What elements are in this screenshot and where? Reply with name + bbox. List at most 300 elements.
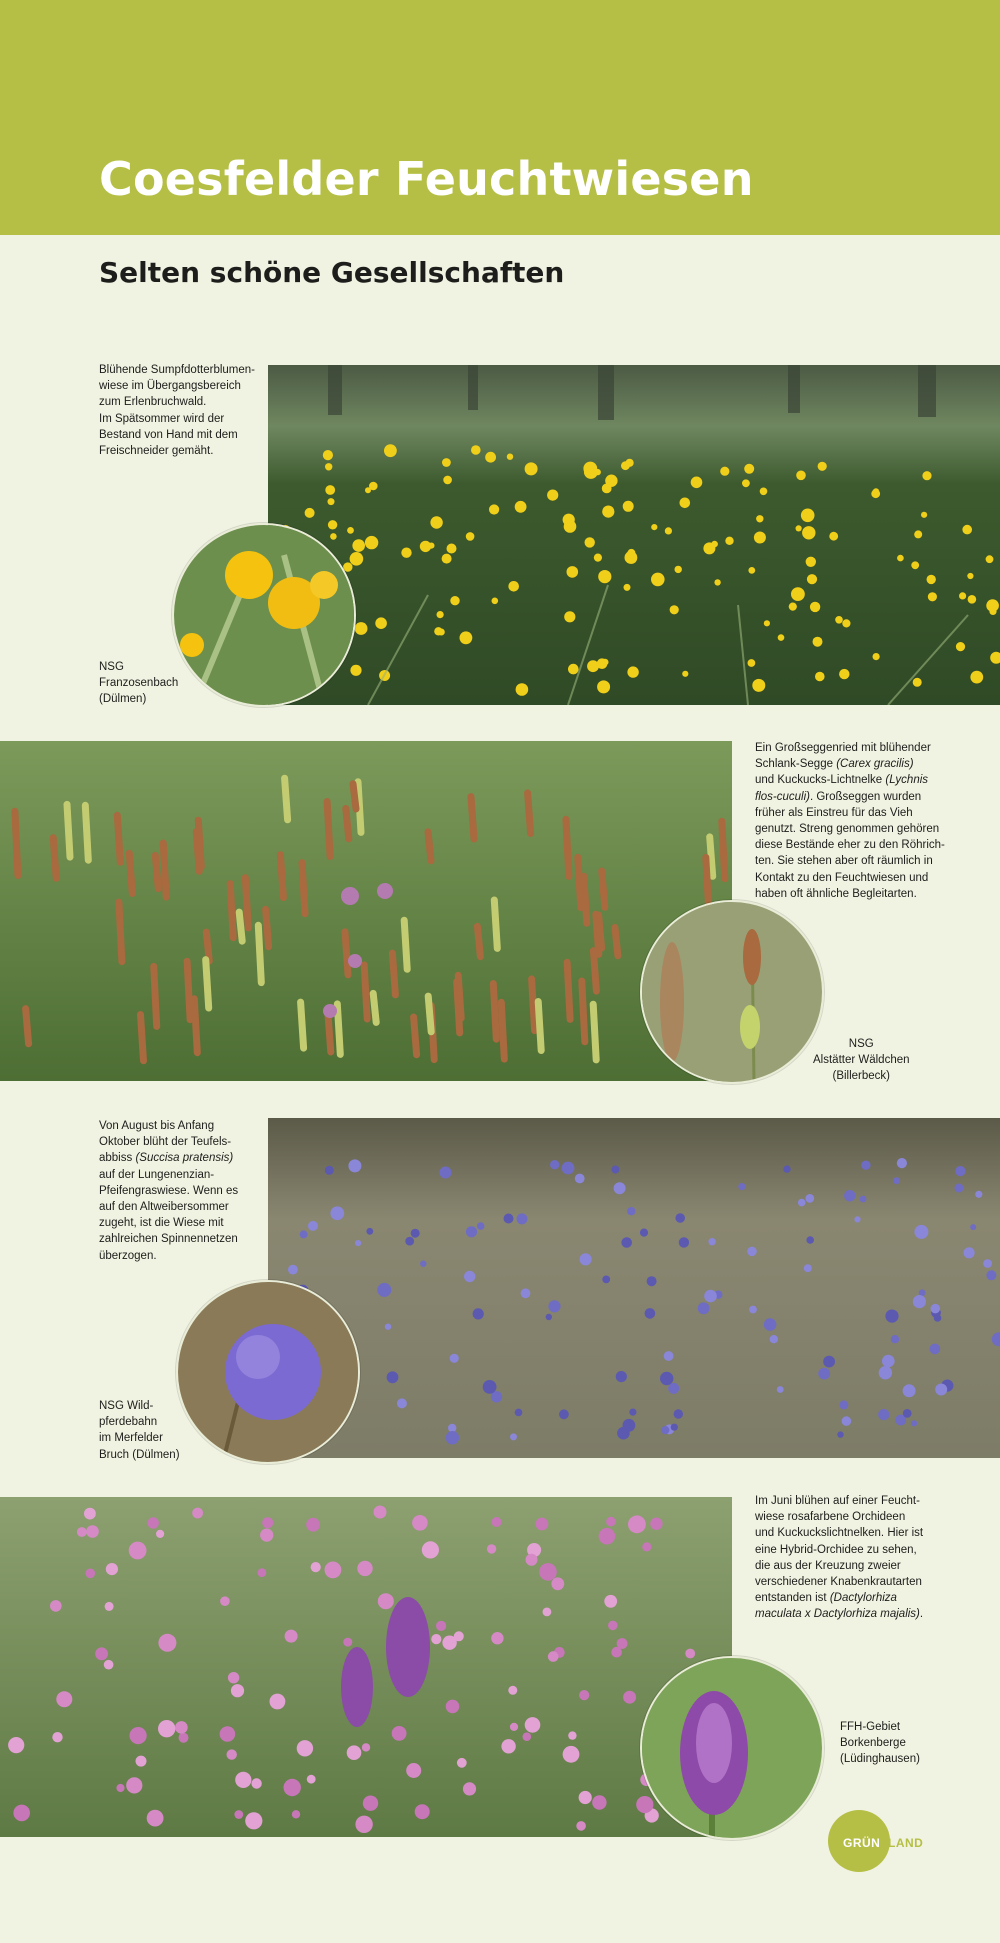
flower-dot (660, 1372, 673, 1385)
flower-dot (674, 1409, 683, 1418)
flower-dot (392, 1726, 407, 1741)
flower-dot (466, 532, 475, 541)
flower-dot (471, 445, 481, 455)
flower-dot (747, 1247, 757, 1257)
flower-dot (385, 1324, 391, 1330)
flower-dot (148, 1517, 159, 1528)
sedge-spike (258, 925, 261, 982)
flower-dot (567, 566, 579, 578)
sedge-spike (163, 843, 166, 897)
flower-dot (623, 1691, 636, 1704)
flower-dot (602, 506, 614, 518)
page-title: Coesfelder Feuchtwiesen (99, 152, 754, 206)
flower-dot (829, 532, 838, 541)
flower-dot (492, 1517, 502, 1527)
flower-dot (623, 1419, 636, 1432)
photo-devils-bit-meadow (268, 1118, 1000, 1458)
flower-dot (357, 1561, 372, 1576)
flower-dot (704, 1290, 717, 1303)
flower-dot (559, 1409, 569, 1419)
flower-dot (284, 1779, 301, 1796)
flower-dot (365, 536, 378, 549)
flower-dot (483, 1380, 497, 1394)
flower-dot (547, 490, 558, 501)
sedge-spike (584, 876, 587, 923)
flower-dot (375, 617, 387, 629)
flower-dot (754, 532, 766, 544)
sedge-spike (532, 979, 535, 1031)
sedge-spike (615, 927, 618, 955)
sedge-spike (364, 965, 367, 1019)
flower-dot (442, 1636, 456, 1650)
flower-dot (504, 1214, 514, 1224)
flower-dot (448, 1424, 456, 1432)
flower-dot (873, 653, 880, 660)
flower-dot (664, 1351, 674, 1361)
flower-dot (882, 1355, 895, 1368)
flower-dot (431, 1634, 441, 1644)
flower-dot (343, 1638, 352, 1647)
flower-dot (525, 1717, 541, 1733)
flower-dot (959, 592, 966, 599)
flower-dot (580, 1253, 592, 1265)
flower-dot (258, 1568, 267, 1577)
sedge-spike (198, 820, 201, 867)
flower-dot (986, 1270, 996, 1280)
flower-dot (956, 642, 965, 651)
sedge-spike (337, 1004, 340, 1055)
flower-dot (466, 1226, 477, 1237)
flower-dot (744, 464, 754, 474)
flower-dot (968, 595, 977, 604)
flower-dot (401, 548, 411, 558)
flower-dot (893, 1177, 900, 1184)
flower-dot (436, 1621, 446, 1631)
flower-dot (126, 1777, 142, 1793)
flower-dot (508, 1686, 517, 1695)
flower-dot (568, 664, 579, 675)
caption-line: verschiedener Knabenkrautarten (755, 1576, 922, 1589)
flower-dot (796, 471, 806, 481)
sedge-spike (129, 853, 132, 893)
flower-dot (473, 1308, 484, 1319)
flower-dot (508, 581, 519, 592)
flower-dot (440, 1167, 452, 1179)
flower-dot (911, 561, 919, 569)
flower-dot (597, 680, 610, 693)
flower-dot (366, 1228, 373, 1235)
flower-dot (823, 1356, 835, 1368)
flower-dot (260, 1529, 273, 1542)
sedge-spike (494, 900, 497, 948)
flower-dot (796, 525, 802, 531)
sedge-spike (239, 912, 242, 941)
flower-dot (548, 1300, 560, 1312)
flower-dot (308, 1221, 318, 1231)
flower-dot (983, 1259, 992, 1268)
flower-dot (680, 498, 691, 509)
flower-dot (355, 1816, 372, 1833)
flower-dot (975, 1191, 982, 1198)
flower-dot (911, 1420, 917, 1426)
flower-dot (711, 541, 718, 548)
flower-dot (348, 1159, 361, 1172)
flower-dot (839, 1400, 848, 1409)
flower-dot (355, 1240, 361, 1246)
flower-dot (860, 1196, 867, 1203)
flower-dot (616, 1371, 627, 1382)
flower-dot (602, 484, 612, 494)
flower-dot (387, 1371, 399, 1383)
flower-dot (921, 512, 927, 518)
flower-dot (550, 1160, 559, 1169)
caption-line: die aus der Kreuzung zweier (755, 1559, 901, 1572)
sedge-spike (582, 981, 585, 1042)
caption-line: haben oft ähnliche Begleitarten. (755, 887, 917, 900)
flower-dot (158, 1720, 175, 1737)
inset-hybrid-orchid (640, 1656, 824, 1840)
flower-dot (913, 1295, 926, 1308)
flower-dot (443, 476, 452, 485)
flower-dot (805, 1194, 814, 1203)
flower-dot (879, 1366, 892, 1379)
flower-dot (235, 1772, 251, 1788)
flower-dot (245, 1812, 262, 1829)
flower-dot (614, 1182, 626, 1194)
flower-dot (801, 509, 815, 523)
flower-dot (691, 477, 703, 489)
flower-dot (437, 611, 444, 618)
flower-dot (679, 1237, 689, 1247)
flower-dot (749, 1306, 757, 1314)
flower-dot (325, 485, 335, 495)
caption-line: Kontakt zu den Feuchtwiesen und (755, 871, 929, 884)
flower-dot (878, 1409, 889, 1420)
flower-dot (608, 1621, 618, 1631)
flower-dot (777, 1386, 784, 1393)
flower-dot (903, 1384, 916, 1397)
flower-dot (297, 1740, 313, 1756)
flower-dot (897, 555, 904, 562)
flower-dot (350, 552, 364, 566)
flower-dot (515, 1409, 523, 1417)
caption-line: zahlreichen Spinnennetzen (99, 1233, 238, 1246)
flower-dot (611, 1166, 619, 1174)
caption-line: auf der Lungenenzian- (99, 1168, 215, 1181)
flower-dot (52, 1732, 62, 1742)
flower-dot (748, 659, 756, 667)
sedge-spike (404, 920, 407, 969)
flower-dot (844, 1190, 855, 1201)
flower-dot (147, 1810, 164, 1827)
flower-dot (457, 1758, 467, 1768)
flower-dot (464, 1271, 475, 1282)
flower-dot (675, 1213, 685, 1223)
flower-dot (251, 1778, 261, 1788)
flower-dot (647, 1276, 657, 1286)
flower-dot (192, 1508, 203, 1519)
flower-dot (77, 1527, 87, 1537)
flower-dot (670, 605, 679, 614)
flower-dot (446, 1700, 460, 1714)
flower-dot (970, 671, 983, 684)
flower-dot (492, 598, 499, 605)
flower-dot (756, 515, 763, 522)
sedge-spike (15, 811, 18, 875)
flower-dot (179, 1733, 189, 1743)
flower-dot (651, 573, 665, 587)
sedge-spike (353, 784, 356, 809)
flower-dot (106, 1563, 118, 1575)
caption-line: überzogen. (99, 1249, 157, 1262)
caption-line: Oktober blüht der Teufels- (99, 1136, 232, 1149)
flower-dot (428, 543, 434, 549)
flower-dot (412, 1515, 428, 1531)
flower-dot (861, 1161, 870, 1170)
flower-dot (485, 452, 496, 463)
flower-dot (651, 524, 657, 530)
sedge-spike (471, 797, 474, 839)
flower-dot (802, 526, 815, 539)
flower-dot (526, 1554, 538, 1566)
flower-dot (623, 501, 634, 512)
flower-dot (515, 501, 527, 513)
flower-dot (806, 1236, 814, 1244)
flower-dot (136, 1756, 147, 1767)
flower-dot (813, 637, 823, 647)
flower-dot (307, 1775, 316, 1784)
flower-dot (698, 1302, 710, 1314)
flower-dot (523, 1732, 532, 1741)
flower-dot (548, 1651, 559, 1662)
sedge-spike (206, 960, 209, 1008)
flower-dot (708, 1238, 715, 1245)
sedge-spike (327, 802, 330, 857)
flower-dot (714, 579, 720, 585)
flower-dot (434, 627, 442, 635)
caption-line: wiese rosafarbene Orchideen (755, 1511, 906, 1524)
flower-dot (798, 1199, 806, 1207)
photo-marsh-marigold-meadow (268, 365, 1000, 705)
flower-dot (86, 1569, 96, 1579)
flower-dot (854, 1216, 860, 1222)
caption-line: ten. Sie stehen aber oft räumlich in (755, 855, 933, 868)
caption-line: und Kuckuckslichtnelken. Hier ist (755, 1527, 924, 1540)
flower-dot (810, 602, 820, 612)
flower-dot (903, 1409, 912, 1418)
flower-dot (546, 1314, 552, 1320)
flower-dot (935, 1384, 947, 1396)
caption-line: entstanden ist (Dactylorhiza (755, 1592, 897, 1605)
flower-dot (928, 592, 937, 601)
flower-dot (564, 611, 575, 622)
flower-dot (621, 1237, 632, 1248)
caption-line: maculata x Dactylorhiza majalis). (755, 1608, 924, 1621)
caption-line: abbiss (Succisa pratensis) (99, 1152, 234, 1165)
flower-dot (551, 1577, 564, 1590)
caption-line: flos-cuculi). Großseggen wurden (755, 790, 922, 803)
flower-dot (220, 1726, 236, 1742)
flower-dot (891, 1335, 899, 1343)
flower-dot (748, 567, 755, 574)
sedge-spike (155, 855, 158, 888)
flower-dot (507, 454, 513, 460)
sedge-spike (302, 863, 305, 914)
flower-dot (415, 1804, 430, 1819)
flower-dot (350, 665, 361, 676)
flower-dot (234, 1810, 243, 1819)
flower-dot (13, 1805, 30, 1822)
flower-dot (563, 1746, 580, 1763)
inset-devils-bit-flower (176, 1280, 360, 1464)
caption-line: Pfeifengraswiese. Wenn es (99, 1184, 239, 1197)
flower-dot (665, 527, 672, 534)
flower-dot (913, 678, 922, 687)
flower-dot (411, 1229, 420, 1238)
flower-dot (270, 1694, 286, 1710)
flower-dot (330, 1206, 344, 1220)
caption-line: zugeht, ist die Wiese mit (99, 1217, 224, 1230)
flower-dot (760, 488, 768, 496)
flower-dot (362, 1743, 370, 1751)
flower-dot (95, 1647, 108, 1660)
flower-dot (228, 1672, 239, 1683)
flower-dot (369, 482, 378, 491)
flower-dot (752, 679, 765, 692)
sedge-spike (710, 837, 713, 876)
caption-line: Schlank-Segge (Carex gracilis) (755, 758, 914, 771)
sedge-spike (477, 926, 480, 956)
caption-line: genutzt. Streng genommen gehören (755, 823, 940, 836)
caption-line: Von August bis Anfang (99, 1120, 215, 1132)
sedge-spike (187, 961, 190, 1020)
flower-dot (288, 1265, 298, 1275)
flower-dot (292, 1810, 300, 1818)
flower-dot (325, 1166, 334, 1175)
flower-dot (352, 539, 365, 552)
flower-dot (842, 1416, 852, 1426)
flower-dot (323, 450, 333, 460)
sedge-spike (85, 805, 88, 860)
flower-dot (725, 537, 733, 545)
flower-dot (587, 660, 599, 672)
flower-dot (962, 525, 972, 535)
flower-dot (50, 1600, 62, 1612)
flower-dot (636, 1796, 653, 1813)
flower-dot (378, 1593, 394, 1609)
flower-dot (617, 1638, 628, 1649)
caption-sedge (755, 740, 945, 902)
flower-dot (377, 1283, 391, 1297)
flower-dot (158, 1634, 176, 1652)
photo-orchid-meadow (0, 1497, 732, 1837)
flower-dot (931, 1304, 941, 1314)
flower-dot (517, 1213, 528, 1224)
inset-sedge-spike (640, 900, 824, 1084)
sedge-spike (593, 951, 596, 992)
sedge-spike (53, 838, 56, 879)
sedge-spike (119, 902, 122, 962)
flower-dot (442, 458, 451, 467)
flower-dot (510, 1723, 518, 1731)
caption-line: diese Bestände eher zu den Röhrich- (755, 839, 945, 852)
sedge-spike (67, 804, 70, 857)
flower-dot (650, 1518, 662, 1530)
flower-dot (970, 1224, 976, 1230)
flower-dot (84, 1508, 96, 1520)
flower-dot (738, 1183, 745, 1190)
flower-dot (967, 573, 973, 579)
flower-dot (220, 1596, 230, 1606)
flower-dot (231, 1684, 244, 1697)
flower-dot (770, 1335, 778, 1343)
sedge-spike (593, 1004, 596, 1060)
flower-dot (927, 575, 936, 584)
flower-dot (355, 622, 368, 635)
sedge-spike (599, 915, 602, 948)
flower-dot (804, 1264, 812, 1272)
flower-dot (720, 467, 729, 476)
sedge-spike (501, 1002, 504, 1059)
flower-dot (789, 603, 797, 611)
flower-dot (885, 1310, 898, 1323)
flower-dot (914, 1225, 928, 1239)
sedge-spike (414, 1017, 417, 1055)
flower-dot (130, 1727, 147, 1744)
flower-dot (406, 1763, 421, 1778)
flower-dot (328, 498, 335, 505)
flower-dot (871, 489, 880, 498)
caption-line: auf den Altweibersommer (99, 1201, 229, 1214)
sedge-spike (280, 855, 283, 898)
flower-dot (56, 1691, 72, 1707)
flower-dot (430, 516, 442, 528)
flower-dot (347, 527, 354, 534)
flower-dot (477, 1222, 485, 1230)
caption-line: Im Juni blühen auf einer Feucht- (755, 1495, 920, 1507)
flower-dot (818, 462, 827, 471)
flower-dot (575, 1174, 585, 1184)
flower-dot (914, 530, 922, 538)
sedge-spike (301, 1002, 304, 1048)
sedge-spike (117, 815, 120, 862)
flower-dot (450, 596, 459, 605)
flower-dot (105, 1602, 114, 1611)
flower-dot (671, 1424, 678, 1431)
flower-dot (460, 631, 473, 644)
flower-dot (675, 566, 682, 573)
flower-dot (305, 508, 315, 518)
flower-dot (986, 555, 994, 563)
inset-marsh-marigold-flower (172, 523, 356, 707)
flower-dot (815, 672, 825, 682)
flower-dot (897, 1158, 907, 1168)
location-alstaetter: NSG Alstätter Wäldchen (Billerbeck) (813, 1038, 910, 1083)
caption-line: und Kuckucks-Lichtnelke (Lychnis (755, 774, 929, 787)
sedge-spike (538, 1002, 541, 1051)
sedge-spike (154, 966, 157, 1026)
flower-dot (422, 1541, 439, 1558)
sedge-spike (428, 996, 431, 1032)
flower-dot (592, 1795, 606, 1809)
sedge-spike (26, 1009, 29, 1044)
flower-dot (285, 1630, 298, 1643)
flower-dot (955, 1184, 964, 1193)
flower-dot (568, 1731, 576, 1739)
location-franzosenbach: NSG Franzosenbach (Dülmen) (99, 661, 179, 706)
flower-dot (330, 533, 337, 540)
flower-dot (579, 1690, 589, 1700)
